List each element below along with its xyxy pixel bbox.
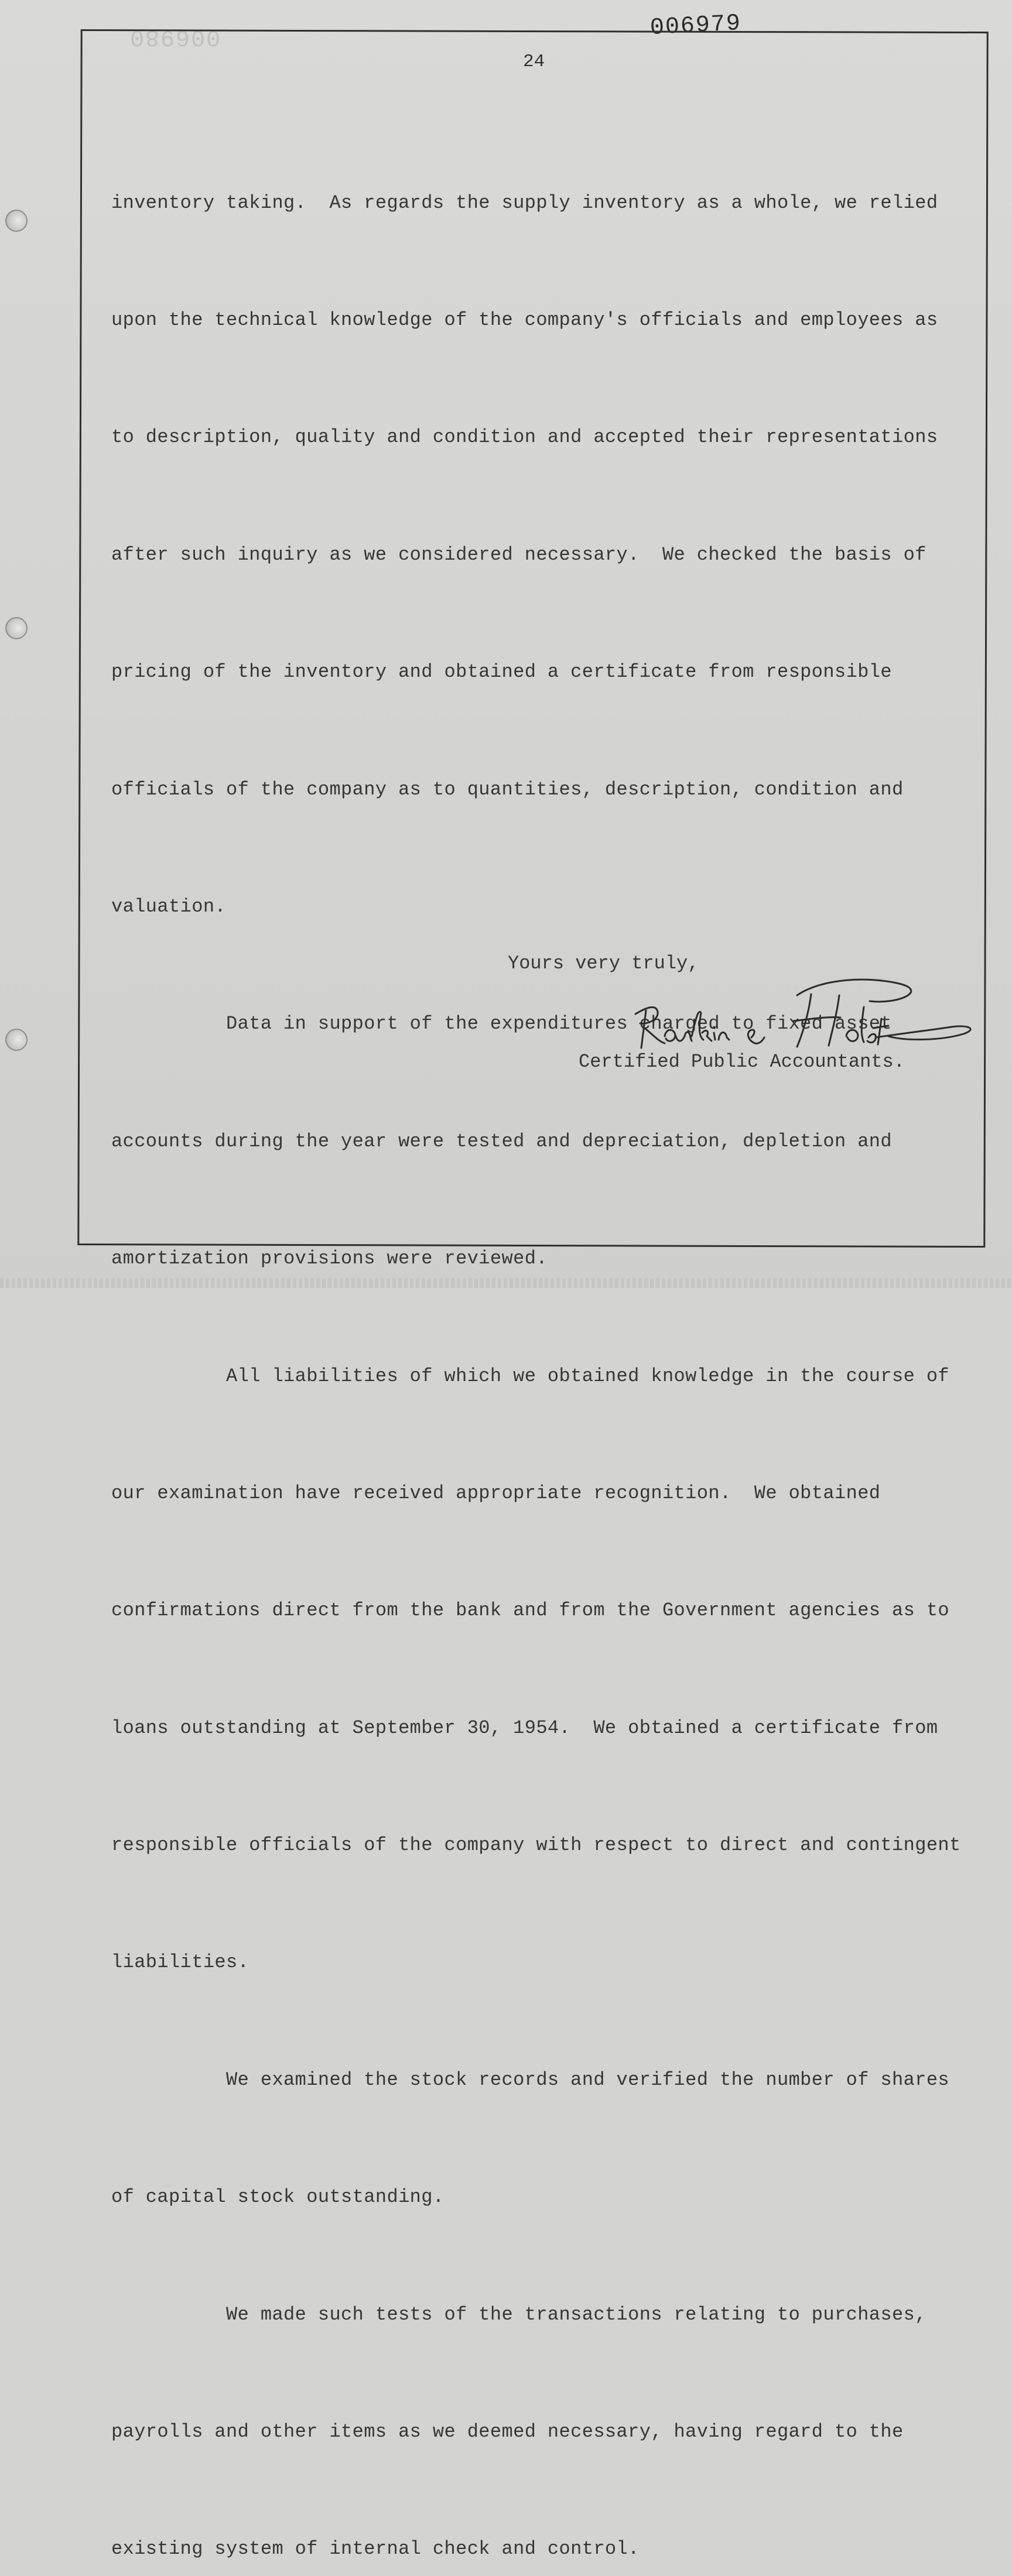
- page-edge: [0, 1278, 1012, 1288]
- body-line: accounts during the year were tested and depreciation, depletion and: [111, 1130, 893, 1152]
- signatory-title: Certified Public Accountants.: [579, 1051, 905, 1073]
- stamp-number: 006979: [649, 10, 743, 42]
- body-line: We made such tests of the transactions relating to purchases,: [111, 2303, 926, 2325]
- body-line: All liabilities of which we obtained knowledge in the course of: [111, 1365, 950, 1387]
- body-line: to description, quality and condition and accepted their representations: [111, 426, 938, 448]
- body-line: pricing of the inventory and obtained a certificate from responsible: [111, 661, 893, 683]
- body-line: payrolls and other items as we deemed necessary, having regard to the: [111, 2421, 904, 2443]
- body-line: valuation.: [111, 895, 227, 917]
- body-line: confirmations direct from the bank and from the Government agencies as to: [111, 1599, 950, 1622]
- body-line: our examination have received appropriate recognition. We obtained: [111, 1482, 881, 1504]
- body-line: loans outstanding at September 30, 1954. We obtained a certificate from: [111, 1717, 938, 1739]
- body-line: amortization provisions were reviewed.: [111, 1248, 548, 1270]
- closing: Yours very truly,: [508, 953, 699, 974]
- letter-body: [111, 105, 990, 2576]
- faded-stamp-number: 006980: [129, 23, 221, 50]
- body-line: existing system of internal check and control.: [111, 2538, 640, 2560]
- body-line: inventory taking. As regards the supply inventory as a whole, we relied: [111, 191, 938, 214]
- punch-hole: [5, 210, 28, 232]
- body-line: of capital stock outstanding.: [111, 2186, 445, 2208]
- body-line: liabilities.: [111, 1951, 249, 1974]
- body-line: Data in support of the expenditures charged to fixed asset: [111, 1013, 893, 1035]
- punch-hole: [5, 1029, 28, 1051]
- body-line: responsible officials of the company with respect to direct and contingent: [111, 1834, 961, 1856]
- body-line: upon the technical knowledge of the company's officials and employees as: [111, 309, 938, 331]
- punch-hole: [5, 617, 28, 639]
- page-number: 24: [523, 52, 545, 72]
- body-line: We examined the stock records and verified the number of shares: [111, 2068, 950, 2091]
- body-line: after such inquiry as we considered necessary. We checked the basis of: [111, 543, 926, 566]
- handwritten-signature: [624, 972, 981, 1054]
- body-line: officials of the company as to quantities, description, condition and: [111, 778, 904, 800]
